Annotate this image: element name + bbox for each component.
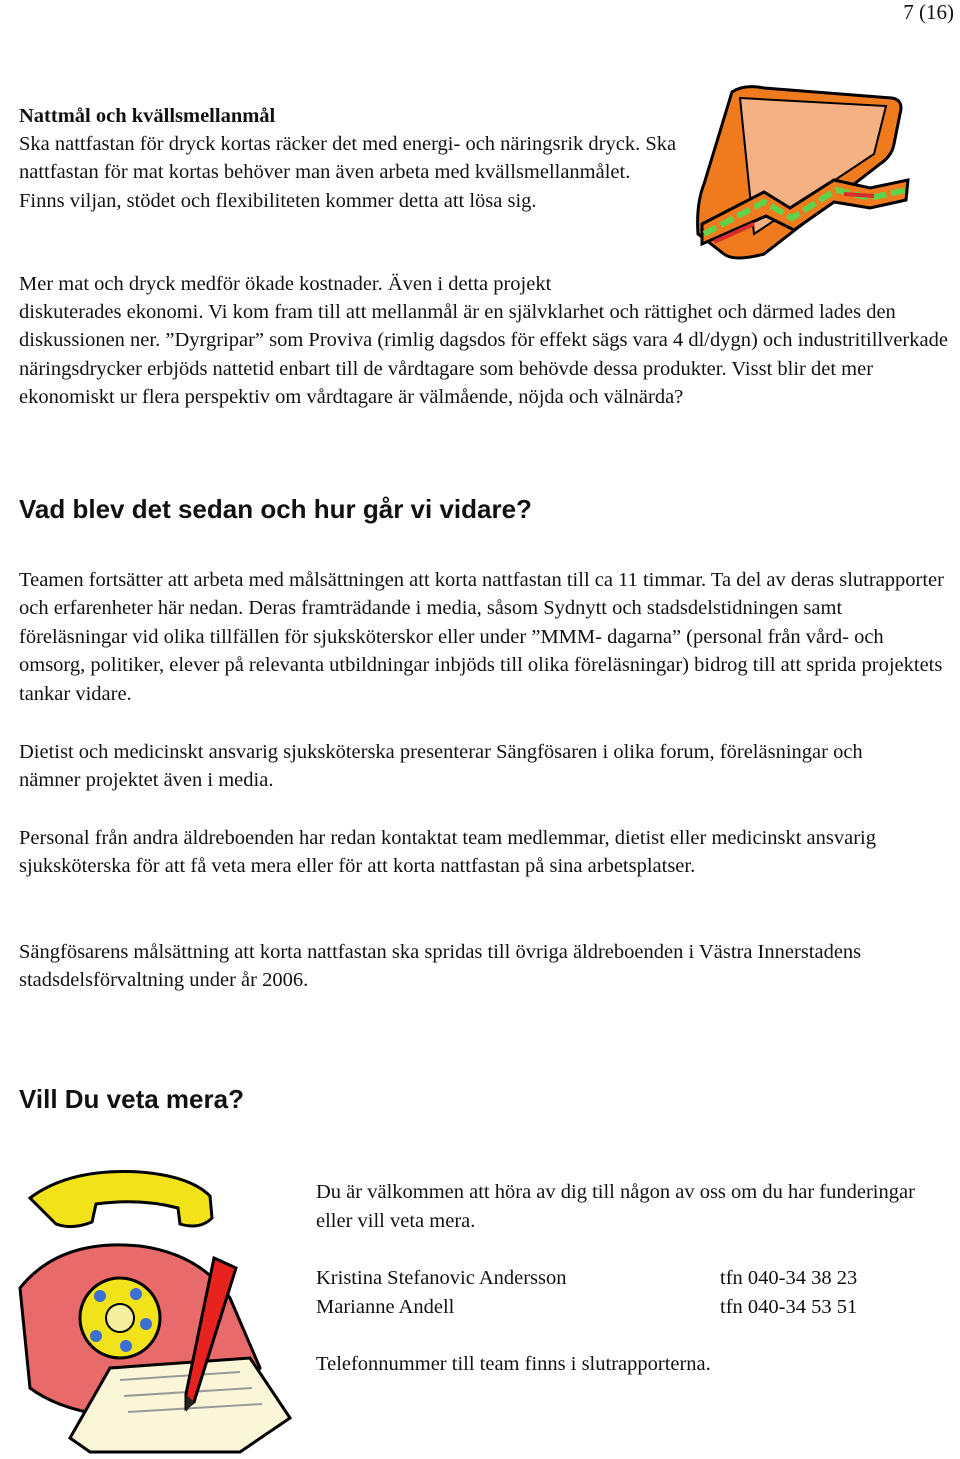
contact-phone: tfn 040-34 53 51	[720, 1296, 858, 1318]
section-heading-contact: Vill Du veta mera?	[19, 1084, 244, 1114]
night-para-1: Ska nattfastan för dryck kortas räcker det med energi- och näringsrik dryck. Ska nattfastan för mat kortas behöver man även arbeta med kvällsmellanmålet. Finns viljan, stödet och flexibiliteten kommer detta att lösa sig.	[19, 133, 677, 212]
next-para-4: Sängfösarens målsättning att korta nattfastan ska spridas till övriga äldreboenden i Västra Innerstadens stadsdelsförvaltning under år 2006.	[19, 941, 862, 992]
next-para-2: Dietist och medicinskt ansvarig sjuksköterska presenterar Sängfösaren i olika forum, föreläsningar och nämner projektet även i media.	[19, 741, 863, 792]
page-number: 7 (16)	[903, 0, 954, 24]
contact-footer-note: Telefonnummer till team finns i slutrapporterna.	[316, 1353, 711, 1375]
contact-name: Marianne Andell	[316, 1296, 455, 1318]
contact-name: Kristina Stefanovic Andersson	[316, 1267, 567, 1289]
contact-phone: tfn 040-34 38 23	[720, 1267, 858, 1289]
section-heading-night-meals: Nattmål och kvällsmellanmål	[19, 105, 276, 127]
night-para-2-body: Vi kom fram till att mellanmål är en självklarhet och rättighet och därmed lades den diskussionen ner. ”Dyrgripar” som Proviva (rimlig dagsdos för effekt sägs vara 4 dl/dygn) och industritillverkade näringsdrycker erbjöds nattetid enbart till de vårdtagare som behövde dessa produkter. Visst blir det mer ekonomiskt ur flera perspektiv om vårdtagare är välmående, nöjda och välnärda?	[19, 301, 948, 409]
section-heading-next: Vad blev det sedan och hur går vi vidare?	[19, 494, 532, 524]
night-para-2-line-2: diskuterades ekonomi.	[19, 301, 204, 323]
sandwich-icon	[694, 84, 918, 264]
contact-row	[316, 1293, 936, 1322]
night-para-2-line-1: Mer mat och dryck medför ökade kostnader. Även i detta projekt	[19, 273, 552, 295]
contact-row	[316, 1264, 936, 1293]
telephone-icon	[0, 1168, 300, 1454]
contact-list	[316, 1264, 936, 1322]
contact-intro: Du är välkommen att höra av dig till någon av oss om du har funderingar eller vill veta mera.	[316, 1181, 915, 1232]
next-para-1: Teamen fortsätter att arbeta med målsättningen att korta nattfastan till ca 11 timmar. Ta del av deras slutrapporter och erfarenheter här nedan. Deras framträdande i media, såsom Sydnytt och stadsdelstidningen samt föreläsningar vid olika tillfällen för sjuksköterskor eller under ”MMM- dagarna” (personal från vård- och omsorg, politiker, elever på relevanta utbildningar inbjöds till olika föreläsningar) bidrog till att sprida projektets tankar vidare.	[19, 569, 944, 705]
night-para-2-rest	[19, 298, 959, 412]
next-para-3: Personal från andra äldreboenden har redan kontaktat team medlemmar, dietist eller medicinskt ansvarig sjuksköterska för att få veta mera eller för att korta nattfastan på sina arbetsplatser.	[19, 827, 877, 878]
